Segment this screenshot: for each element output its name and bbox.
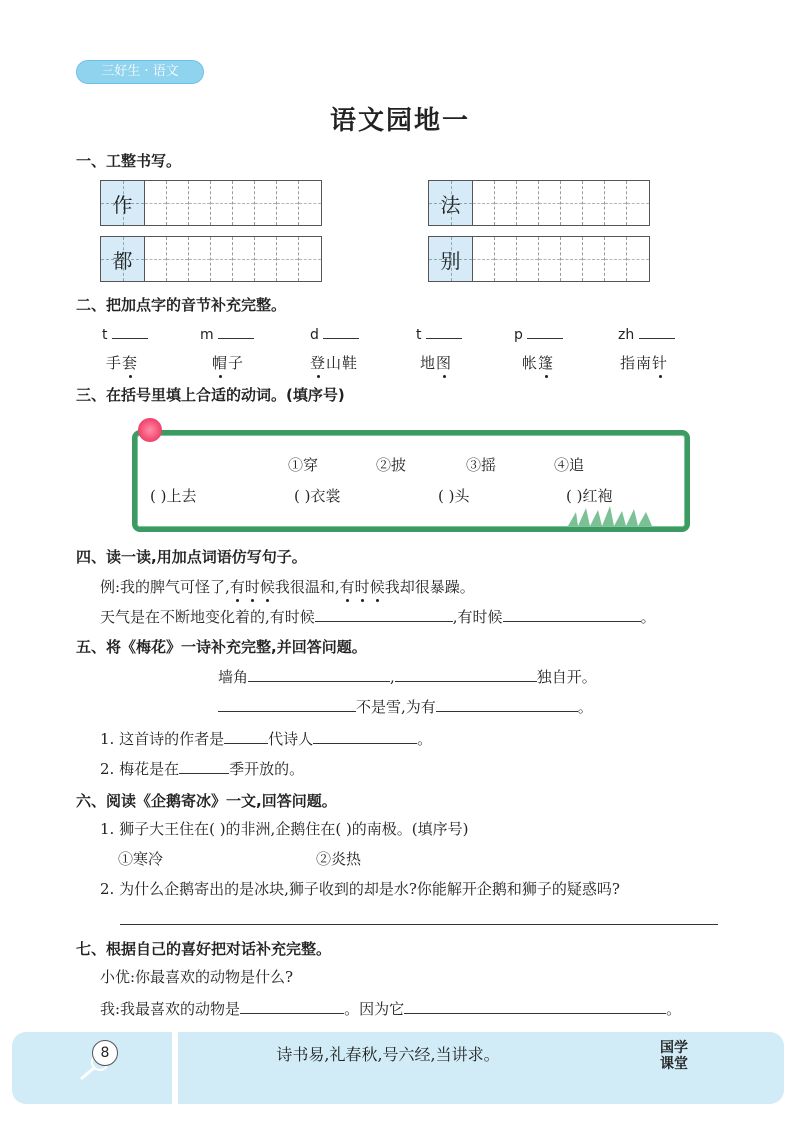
answer-blank[interactable] xyxy=(224,729,268,744)
guoxue-badge: 国学 课堂 xyxy=(660,1040,688,1072)
poem-line-1: 墙角 , 独自开。 xyxy=(218,668,597,686)
choice-1: ①寒冷 xyxy=(118,850,164,868)
pinyin-answer-4[interactable]: t xyxy=(416,324,462,343)
word-2: 帽子 xyxy=(212,354,245,372)
question-5-1: 1. 这首诗的作者是 代诗人 。 xyxy=(100,730,433,748)
section-1-heading: 一、工整书写。 xyxy=(76,152,182,170)
plum-flower-icon xyxy=(138,418,162,442)
question-6-1[interactable]: 1. 狮子大王住在( )的非洲,企鹅住在( )的南极。(填序号) xyxy=(100,820,469,838)
word-6: 指南针 xyxy=(620,354,669,372)
example-sentence: 例:我的脾气可怪了,有时候我很温和,有时候我却很暴躁。 xyxy=(100,578,475,596)
answer-blank[interactable] xyxy=(404,999,666,1014)
answer-blank[interactable] xyxy=(436,697,578,712)
model-char-box: 法 xyxy=(429,181,473,225)
writing-grid-3[interactable] xyxy=(100,236,322,282)
verb-blank-2[interactable]: ( )衣裳 xyxy=(294,487,341,505)
word-5: 帐篷 xyxy=(522,354,555,372)
option-1: ①穿 xyxy=(288,456,319,474)
answer-line[interactable] xyxy=(120,924,718,925)
page-number: 8 xyxy=(92,1040,118,1066)
answer-blank[interactable] xyxy=(315,607,453,622)
verb-blank-3[interactable]: ( )头 xyxy=(438,487,470,505)
section-4-heading: 四、读一读,用加点词语仿写句子。 xyxy=(76,548,307,566)
pinyin-answer-1[interactable]: t xyxy=(102,324,148,343)
dotted-word-1: 有时候 xyxy=(229,578,275,596)
option-3: ③摇 xyxy=(466,456,497,474)
pinyin-answer-3[interactable]: d xyxy=(310,324,359,343)
word-4: 地图 xyxy=(420,354,453,372)
answer-blank[interactable] xyxy=(248,667,390,682)
answer-blank[interactable] xyxy=(240,999,344,1014)
grass-icon xyxy=(566,506,654,526)
dialogue-line-1: 小优:你最喜欢的动物是什么? xyxy=(100,968,294,986)
section-6-heading: 六、阅读《企鹅寄冰》一文,回答问题。 xyxy=(76,792,337,810)
poem-line-2: 不是雪,为有 。 xyxy=(218,696,593,717)
writing-grid-4[interactable] xyxy=(428,236,650,282)
verb-blank-1[interactable]: ( )上去 xyxy=(150,487,197,505)
answer-blank[interactable] xyxy=(313,729,417,744)
answer-blank[interactable] xyxy=(179,759,229,774)
option-2: ②披 xyxy=(376,456,407,474)
page-title: 语文园地一 xyxy=(329,106,470,136)
answer-blank[interactable] xyxy=(395,667,537,682)
model-char-box: 作 xyxy=(101,181,145,225)
choice-2: ②炎热 xyxy=(316,850,362,868)
section-2-heading: 二、把加点字的音节补充完整。 xyxy=(76,296,287,314)
model-char-box: 都 xyxy=(101,237,145,281)
model-char-box: 别 xyxy=(429,237,473,281)
writing-grid-2[interactable] xyxy=(428,180,650,226)
word-3: 登山鞋 xyxy=(310,354,359,372)
imitation-sentence: 天气是在不断地变化着的,有时候 ,有时候 。 xyxy=(100,608,656,626)
dialogue-line-2: 我:我最喜欢的动物是 。因为它 。 xyxy=(100,1000,682,1018)
section-7-heading: 七、根据自己的喜好把对话补充完整。 xyxy=(76,940,332,958)
pinyin-answer-2[interactable]: m xyxy=(200,324,254,343)
question-5-2: 2. 梅花是在 季开放的。 xyxy=(100,760,305,778)
pinyin-answer-5[interactable]: p xyxy=(514,324,563,343)
verb-blank-4[interactable]: ( )红袍 xyxy=(566,487,613,505)
option-4: ④追 xyxy=(554,456,585,474)
question-6-2: 2. 为什么企鹅寄出的是冰块,狮子收到的却是水?你能解开企鹅和狮子的疑惑吗? xyxy=(100,880,620,898)
writing-grid-1[interactable] xyxy=(100,180,322,226)
answer-blank[interactable] xyxy=(218,697,356,712)
answer-blank[interactable] xyxy=(503,607,641,622)
subject-tag: 三好生 · 语文 xyxy=(76,60,204,84)
section-5-heading: 五、将《梅花》一诗补充完整,并回答问题。 xyxy=(76,638,367,656)
footer-quote: 诗书易,礼春秋,号六经,当讲求。 xyxy=(276,1045,500,1064)
word-1: 手套 xyxy=(106,354,139,372)
pinyin-answer-6[interactable]: zh xyxy=(618,324,675,343)
section-3-heading: 三、在括号里填上合适的动词。(填序号) xyxy=(76,386,345,404)
